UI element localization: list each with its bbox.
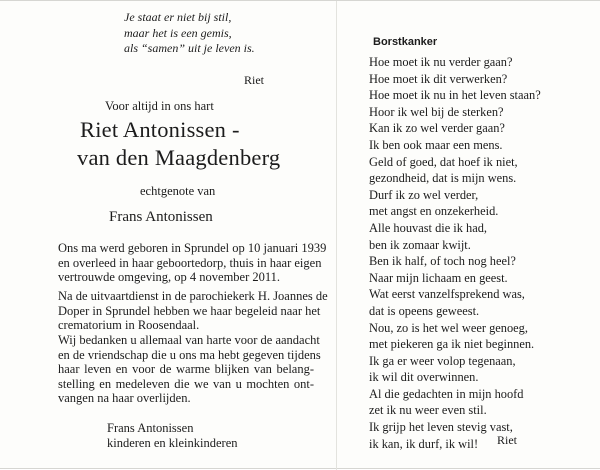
paragraph-line: vertrouwde omgeving, op 4 november 2011. [58, 270, 281, 284]
poem-line: Hoe moet ik nu verder gaan? [369, 55, 513, 69]
poem-line: Hoor ik wel bij de sterken? [369, 104, 504, 119]
poem-title: Borstkanker [373, 36, 438, 48]
poem-line: ben ik zomaar kwijt. [369, 237, 471, 252]
spouse-label: echtgenote van [140, 184, 216, 198]
deceased-name-line2: van den Maagdenberg [77, 145, 281, 170]
poem-body [369, 54, 541, 452]
birth-death-paragraph [58, 241, 327, 285]
opening-quote [124, 10, 255, 57]
deceased-name-line1: Riet Antonissen - [80, 117, 240, 142]
poem-line: met angst en onzekerheid. [369, 204, 499, 219]
poem-line: Ben ik half, of toch nog heel? [369, 254, 516, 269]
poem-line: ik wil dit overwinnen. [369, 370, 479, 385]
quote-line: als “samen” uit je leven is. [124, 41, 255, 55]
paragraph-line: haar leven en voor de warme blijken van belang- [58, 362, 314, 376]
poem-line: Naar mijn lichaam en geest. [369, 270, 508, 285]
paragraph-line: Doper in Sprundel hebben we haar begeleid naar het [58, 303, 321, 318]
poem-line: ik kan, ik durf, ik wil! [369, 436, 479, 451]
card-fold-line [336, 1, 337, 470]
thanks-paragraph [58, 333, 321, 406]
poem-line: Kan ik zo wel verder gaan? [369, 121, 505, 136]
poem-line: zet ik nu weer even stil. [369, 403, 487, 418]
paragraph-line: vangen na haar overlijden. [58, 391, 191, 405]
paragraph-line: Na de uitvaartdienst in de parochiekerk H. Joannes de [58, 289, 328, 303]
paragraph-line: Ons ma werd geboren in Sprundel op 10 januari 1939 [58, 241, 327, 255]
poem-line: met piekeren ga ik niet beginnen. [369, 337, 535, 352]
poem-line: Hoe moet ik dit verwerken? [369, 71, 508, 86]
poem-line: Geld of goed, dat hoef ik niet, [369, 154, 518, 169]
poem-line: Al die gedachten in mijn hoofd [369, 386, 524, 401]
signer-line: kinderen en kleinkinderen [107, 436, 238, 450]
quote-line: Je staat er niet bij stil, [124, 10, 232, 24]
poem-author: Riet [497, 433, 517, 447]
funeral-paragraph [58, 289, 328, 333]
poem-line: gezondheid, dat is mijn wens. [369, 171, 517, 186]
poem-line: Ik grijp het leven stevig vast, [369, 420, 513, 435]
paragraph-line: crematorium in Roosendaal. [58, 318, 200, 332]
poem-line: Hoe moet ik nu in het leven staan? [369, 88, 541, 103]
memory-line: Voor altijd in ons hart [105, 99, 214, 113]
poem-line: Ik ben ook maar een mens. [369, 137, 503, 152]
paragraph-line: en overleed in haar geboortedorp, thuis in haar eigen [58, 255, 322, 270]
spouse-name: Frans Antonissen [109, 209, 213, 225]
paragraph-line: en de vriendschap die u ons ma hebt gegeven tijdens [58, 347, 321, 362]
paragraph-line: Wij bedanken u allemaal van harte voor de aandacht [58, 333, 320, 347]
quote-line: maar het is een gemis, [124, 25, 232, 40]
quote-author: Riet [244, 73, 264, 87]
poem-line: Nou, zo is het wel weer genoeg, [369, 320, 528, 335]
signers [107, 421, 238, 451]
poem-line: Ik ga er weer volop tegenaan, [369, 353, 516, 368]
poem-line: dat is opeens geweest. [369, 303, 480, 318]
paragraph-line: stelling en medeleven die we van u mochten ont- [58, 376, 314, 391]
poem-line: Wat eerst vanzelfsprekend was, [369, 287, 525, 302]
signer-line: Frans Antonissen [107, 421, 194, 435]
poem-line: Alle houvast die ik had, [369, 220, 488, 235]
poem-line: Durf ik zo wel verder, [369, 187, 479, 202]
